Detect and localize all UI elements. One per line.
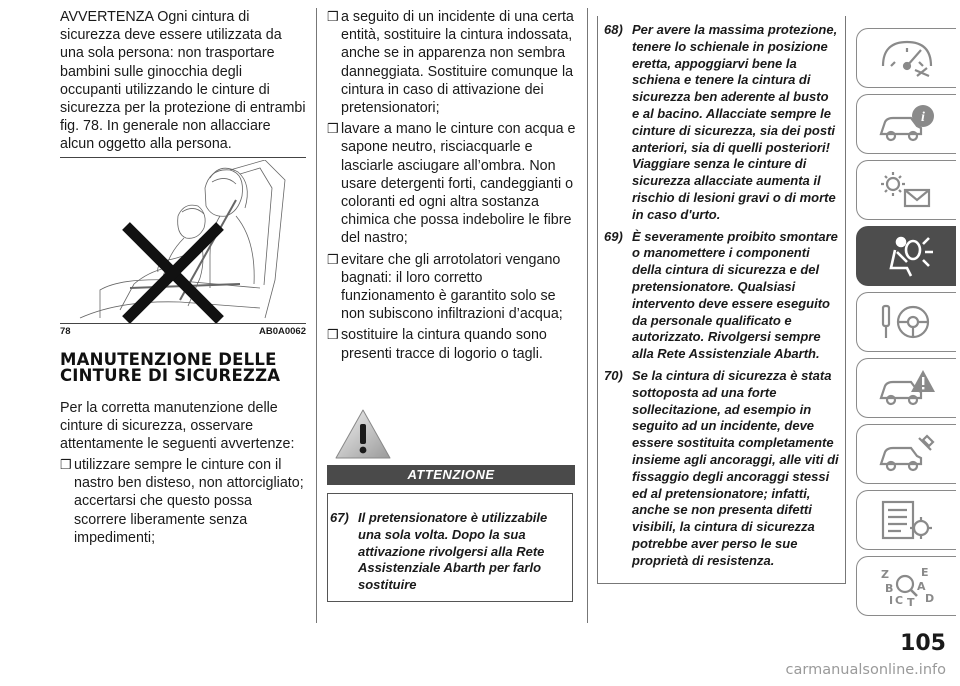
checkbox-bullet-icon: ❒ bbox=[327, 327, 339, 343]
list-item bbox=[327, 8, 577, 117]
tab-technical-data[interactable] bbox=[856, 490, 956, 550]
car-info-icon bbox=[877, 102, 937, 146]
light-envelope-icon bbox=[877, 168, 937, 212]
key-steering-wheel-icon bbox=[877, 300, 937, 344]
note-text: Per avere la massima protezione, tenere lo schienale in posizione eretta, appoggiarvi bene la schiena e tenere la cintura di sicurezza ben aderente al busto e al bacino. Allacciate sempre le cinture di sicurezza, sia dei posti anteriori, sia di quelli posteriori! Viaggiare senza le cinture di sicurezza allacciate aumenta il rischio di lesioni gravi o di morte in caso d'urto. bbox=[632, 22, 838, 222]
tab-maintenance[interactable] bbox=[856, 424, 956, 484]
warning-triangle-icon bbox=[334, 408, 392, 460]
checkbox-bullet-icon: ❒ bbox=[327, 251, 339, 267]
car-warning-icon bbox=[877, 366, 937, 410]
maintenance-list-col2 bbox=[327, 8, 577, 366]
seat-airbag-icon bbox=[877, 234, 937, 278]
warning-note bbox=[604, 229, 839, 363]
list-item-text: sostituire la cintura quando sono presenti tracce di logorio o tagli. bbox=[341, 327, 547, 362]
section-title-line-2: CINTURE DI SICUREZZA bbox=[60, 366, 281, 385]
warnings-continued-box bbox=[597, 16, 846, 584]
attention-note bbox=[330, 510, 566, 594]
tab-emergency[interactable] bbox=[856, 358, 956, 418]
figure-number: 78 bbox=[60, 326, 71, 337]
index-letter: C bbox=[894, 594, 903, 607]
tab-dashboard[interactable] bbox=[856, 28, 956, 88]
list-item bbox=[60, 456, 306, 547]
warning-paragraph: AVVERTENZA Ogni cintura di sicurezza deve essere utilizzata da una sola persona: non trasportare bambini sulle ginocchia degli occupanti utilizzando le cinture di sicurezza per la protezione di entrambi fig. 78. In generale non allacciare alcun oggetto alla persona. bbox=[60, 9, 306, 153]
index-letter: T bbox=[906, 596, 915, 608]
warning-note bbox=[604, 368, 839, 570]
tab-alphabetical-index[interactable] bbox=[856, 556, 956, 616]
index-letter: Z bbox=[880, 568, 889, 581]
figure-code: AB0A0062 bbox=[259, 326, 306, 337]
list-item bbox=[327, 120, 577, 247]
tab-lights-messages[interactable] bbox=[856, 160, 956, 220]
attention-header: ATTENZIONE bbox=[327, 465, 575, 485]
column-divider bbox=[587, 8, 588, 623]
watermark: carmanualsonline.info bbox=[785, 662, 946, 678]
attention-box bbox=[327, 493, 573, 602]
list-settings-icon bbox=[877, 498, 937, 542]
figure-illustration bbox=[60, 160, 306, 323]
list-item bbox=[327, 326, 577, 362]
child-on-lap-illustration bbox=[60, 160, 306, 323]
svg-text:i: i bbox=[920, 110, 925, 125]
list-item-text: a seguito di un incidente di una certa entità, sostituire la cintura indossata, anche se in apparenza non sembra danneggiata. Sostituire comunque la cintura in caso di attivazione dei pretensionatori; bbox=[341, 9, 574, 117]
checkbox-bullet-icon: ❒ bbox=[60, 457, 72, 472]
figure-caption bbox=[60, 326, 306, 337]
tab-safety[interactable] bbox=[856, 226, 956, 286]
tab-car-info[interactable] bbox=[856, 94, 956, 154]
checkbox-bullet-icon: ❒ bbox=[327, 9, 339, 24]
list-item-text: evitare che gli arrotolatori vengano bagnati: il loro corretto funzionamento è garantito solo se non subiscono infiltrazioni d’acqua; bbox=[341, 251, 563, 323]
note-number: 68) bbox=[604, 22, 623, 37]
alphabet-index-icon bbox=[877, 564, 937, 608]
note-number: 67) bbox=[330, 510, 349, 525]
index-letter: A bbox=[916, 580, 926, 593]
index-letter: I bbox=[888, 594, 893, 607]
dashboard-gauge-icon bbox=[877, 36, 937, 80]
list-item-text: utilizzare sempre le cinture con il nastro ben disteso, non attorcigliato; accertarsi che questo possa scorrere liberamente senza impedimenti; bbox=[74, 457, 304, 546]
divider bbox=[60, 157, 306, 158]
note-text: Il pretensionatore è utilizzabile una sola volta. Dopo la sua attivazione rivolgersi alla Rete Assistenziale Abarth per farlo sostituire bbox=[358, 510, 548, 593]
page-number: 105 bbox=[900, 631, 946, 656]
index-letter: D bbox=[924, 592, 934, 605]
warning-note bbox=[604, 22, 839, 224]
section-title bbox=[60, 352, 320, 384]
index-letter: B bbox=[884, 582, 893, 595]
note-number: 70) bbox=[604, 367, 623, 383]
note-text: È severamente proibito smontare o manomettere i componenti della cintura di sicurezza e del pretensionatore. Qualsiasi intervento deve essere eseguito da personale qualificato e autorizzato. Rivolgersi sempre alla Rete Assistenziale Abarth. bbox=[632, 228, 838, 362]
maintenance-list-col1 bbox=[60, 456, 306, 550]
car-maintenance-icon bbox=[877, 432, 937, 476]
column-divider bbox=[316, 8, 317, 623]
tab-starting-driving[interactable] bbox=[856, 292, 956, 352]
section-intro: Per la corretta manutenzione delle cinture di sicurezza, osservare attentamente le seguenti avvertenze: bbox=[60, 400, 295, 453]
note-number: 69) bbox=[604, 228, 623, 244]
list-item bbox=[327, 251, 577, 324]
list-item-text: lavare a mano le cinture con acqua e sapone neutro, risciacquarle e lasciarle asciugare all’ombra. Non usare detergenti forti, candeggianti o coloranti ed ogni altra sostanza chimica che possa indebolire le fibre del nastro; bbox=[341, 121, 576, 247]
figure-rule bbox=[60, 323, 306, 324]
checkbox-bullet-icon: ❒ bbox=[327, 121, 339, 137]
note-text: Se la cintura di sicurezza è stata sottoposta ad una forte sollecitazione, ad esempio in seguito ad un incidente, deve essere sostituita completamente insieme agli ancoraggi, alle viti di fissaggio degli ancoraggi stessi ed al pretensionatore; infatti, anche se non presenta difetti visibili, la cintura di sicurezza potrebbe aver perso le sue proprietà di resistenza. bbox=[632, 367, 839, 568]
index-letter: E bbox=[920, 566, 929, 579]
section-title-line-1: MANUTENZIONE DELLE bbox=[60, 350, 277, 369]
